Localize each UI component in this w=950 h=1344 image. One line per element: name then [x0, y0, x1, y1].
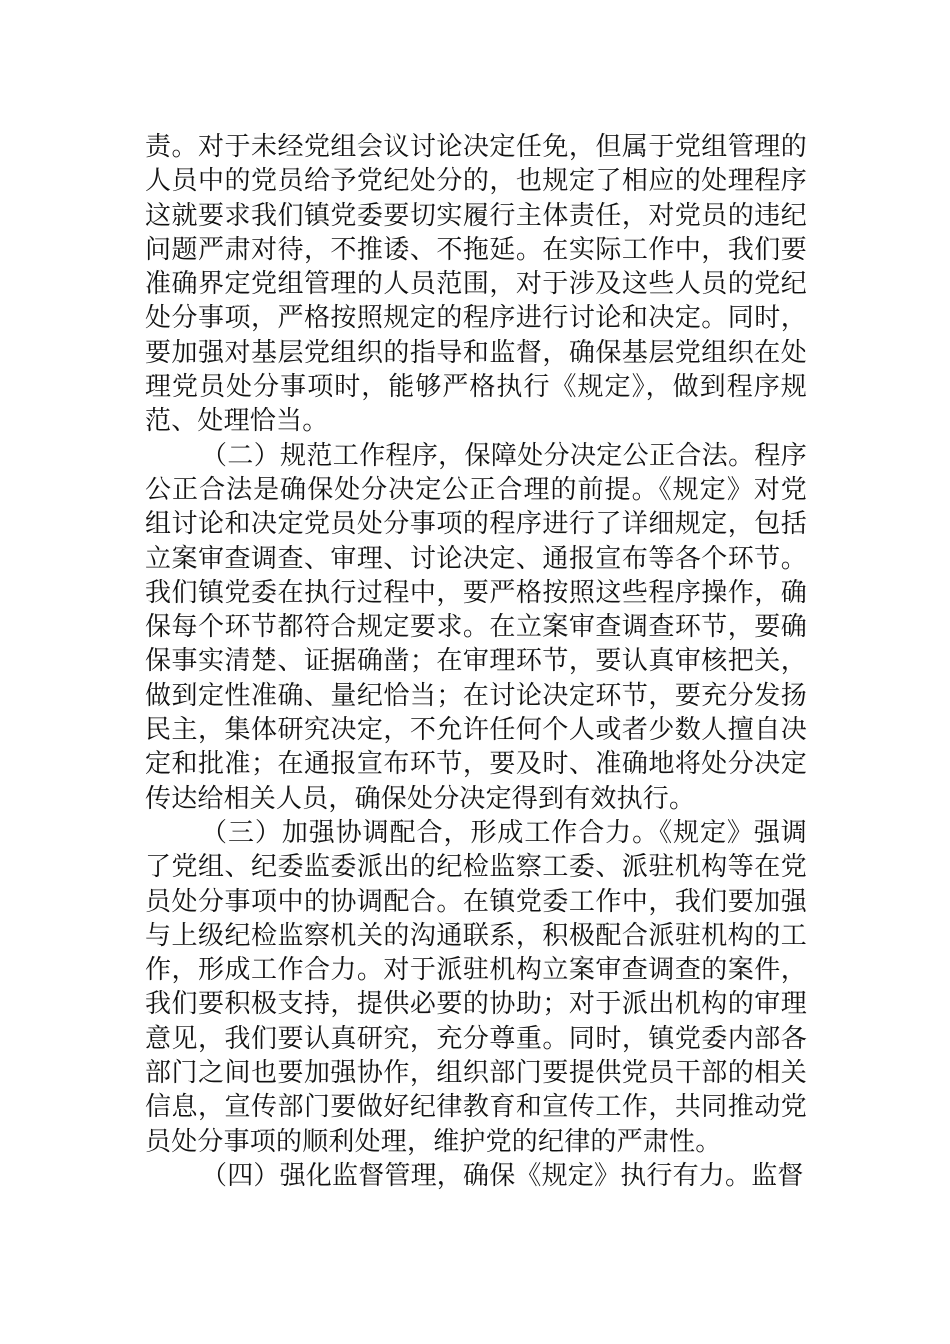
- paragraph-section-2: （二）规范工作程序，保障处分决定公正合法。程序公正合法是确保处分决定公正合理的前提。《规定》对党组讨论和决定党员处分事项的程序进行了详细规定，包括立案审查调查、审理、讨论决定、通报宣布等各个环节。我们镇党委在执行过程中，要严格按照这些程序操作，确保每个环节都符合规定要求。在立案审查调查环节，要确保事实清楚、证据确凿；在审理环节，要认真审核把关，做到定性准确、量纪恰当；在讨论决定环节，要充分发扬民主，集体研究决定，不允许任何个人或者少数人擅自决定和批准；在通报宣布环节，要及时、准确地将处分决定传达给相关人员，确保处分决定得到有效执行。: [145, 440, 807, 814]
- paragraph-continuation: 责。对于未经党组会议讨论决定任免，但属于党组管理的人员中的党员给予党纪处分的，也规定了相应的处理程序这就要求我们镇党委要切实履行主体责任，对党员的违纪问题严肃对待，不推诿、不拖延。在实际工作中，我们要准确界定党组管理的人员范围，对于涉及这些人员的党纪处分事项，严格按照规定的程序进行讨论和决定。同时，要加强对基层党组织的指导和监督，确保基层党组织在处理党员处分事项时，能够严格执行《规定》，做到程序规范、处理恰当。: [145, 132, 807, 437]
- paragraph-section-4: （四）强化监督管理，确保《规定》执行有力。监督: [201, 1160, 804, 1191]
- paragraph-section-3: （三）加强协调配合，形成工作合力。《规定》强调了党组、纪委监委派出的纪检监察工委、派驻机构等在党员处分事项中的协调配合。在镇党委工作中，我们要加强与上级纪检监察机关的沟通联系，积极配合派驻机构的工作，形成工作合力。对于派驻机构立案审查调查的案件，我们要积极支持，提供必要的协助；对于派出机构的审理意见，我们要认真研究，充分尊重。同时，镇党委内部各部门之间也要加强协作，组织部门要提供党员干部的相关信息，宣传部门要做好纪律教育和宣传工作，共同推动党员处分事项的顺利处理，维护党的纪律的严肃性。: [145, 817, 807, 1157]
- document-body: [145, 130, 807, 1193]
